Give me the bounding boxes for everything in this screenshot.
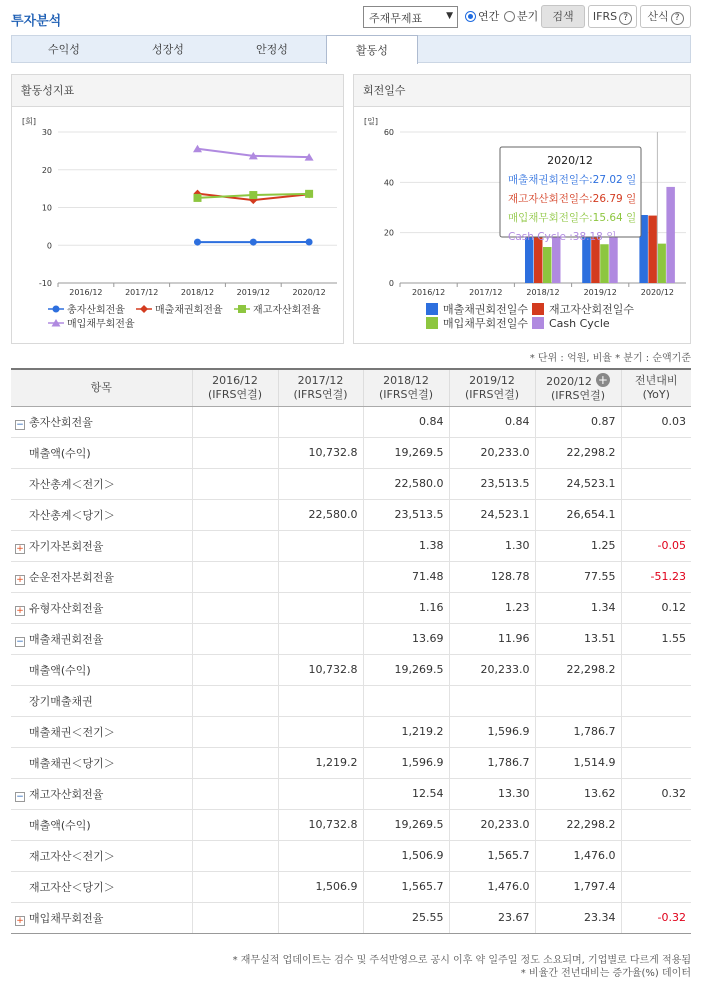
table-cell: [621, 747, 691, 778]
radio-quarter-label: 분기: [517, 10, 539, 23]
table-cell: [449, 685, 535, 716]
legend-label: 총자산회전율: [67, 305, 125, 316]
table-cell: [621, 716, 691, 747]
x-tick-label: 2018/12: [526, 288, 560, 297]
table-cell: [192, 685, 278, 716]
table-cell: 25.55: [363, 902, 449, 933]
x-tick-label: 2018/12: [180, 288, 215, 297]
page-title: 투자분석: [11, 14, 62, 29]
table-cell: [192, 468, 278, 499]
statement-select-value: 주재무제표: [369, 12, 423, 25]
data-point: [306, 238, 313, 245]
table-cell: [192, 561, 278, 592]
collapse-icon[interactable]: −: [16, 791, 24, 802]
table-cell: 13.69: [363, 623, 449, 654]
legend-marker: [53, 306, 60, 313]
table-cell: 0.32: [621, 778, 691, 809]
legend-label: 재고자산회전일수: [549, 303, 635, 316]
y-tick-label: 20: [41, 165, 52, 175]
table-cell: [278, 406, 363, 437]
table-row: [11, 437, 691, 468]
table-cell: [278, 592, 363, 623]
table-cell: 10,732.8: [278, 654, 363, 685]
footnote: * 비율간 전년대비는 증가율(%) 데이터: [520, 968, 691, 979]
row-label: − 매출채권회전율: [11, 623, 192, 654]
table-cell: 1,476.0: [449, 871, 535, 902]
table-cell: 1.38: [363, 530, 449, 561]
table-cell: [192, 623, 278, 654]
tab-activity[interactable]: 활동성: [326, 35, 418, 64]
table-row: [11, 778, 691, 809]
table-cell: 1.16: [363, 592, 449, 623]
table-cell: 10,732.8: [278, 809, 363, 840]
expand-icon[interactable]: +: [16, 605, 24, 616]
table-cell: 22,580.0: [278, 499, 363, 530]
legend-marker: [140, 305, 148, 313]
radio-annual-label: 연간: [478, 10, 500, 23]
x-tick-label: 2017/12: [469, 288, 503, 297]
table-cell: 23.67: [449, 902, 535, 933]
y-tick-label: 30: [41, 128, 52, 137]
panel-title: 활동성지표: [12, 75, 343, 107]
table-cell: -51.23: [621, 561, 691, 592]
table-cell: [621, 499, 691, 530]
y-tick-label: 0: [46, 241, 52, 251]
radio-unchecked-icon: [504, 11, 515, 22]
collapse-icon[interactable]: −: [16, 636, 24, 647]
legend-label: 매입채무회전율: [67, 319, 135, 330]
table-cell: 13.51: [535, 623, 621, 654]
table-cell: [192, 871, 278, 902]
table-cell: 1.30: [449, 530, 535, 561]
row-label: + 유형자산회전율: [11, 592, 192, 623]
panel-title: 회전일수: [354, 75, 690, 107]
table-cell: 0.84: [449, 406, 535, 437]
search-button[interactable]: 검색: [541, 5, 585, 28]
legend-swatch: [426, 303, 438, 315]
x-tick-label: 2020/12: [292, 288, 326, 297]
table-cell: [278, 902, 363, 933]
row-label: 매출액(수익): [11, 654, 192, 685]
plus-circle-icon[interactable]: +: [597, 372, 608, 387]
table-cell: 1,596.9: [449, 716, 535, 747]
column-header-item: 항목: [11, 369, 192, 406]
y-tick-label: 10: [41, 203, 52, 213]
table-row: [11, 468, 691, 499]
bar-3: [543, 247, 552, 283]
table-cell: 19,269.5: [363, 809, 449, 840]
table-cell: [192, 437, 278, 468]
row-label: 장기매출채권: [11, 685, 192, 716]
expand-icon[interactable]: +: [16, 574, 24, 585]
bar-3: [600, 244, 609, 283]
bar-2: [648, 216, 657, 283]
row-label: 매출액(수익): [11, 809, 192, 840]
table-cell: 26,654.1: [535, 499, 621, 530]
table-cell: 1,797.4: [535, 871, 621, 902]
legend-swatch: [532, 303, 544, 315]
table-cell: 22,580.0: [363, 468, 449, 499]
table-cell: 23.34: [535, 902, 621, 933]
data-point: [194, 194, 202, 202]
tooltip-line: Cash Cycle :38.18 일: [508, 231, 617, 243]
ifrs-label: IFRS: [592, 10, 618, 23]
legend-label: 매출채권회전율: [155, 305, 223, 316]
table-cell: 1,506.9: [278, 871, 363, 902]
table-cell: 0.12: [621, 592, 691, 623]
data-point: [250, 239, 257, 246]
table-cell: [621, 840, 691, 871]
unit-note: * 단위 : 억원, 비율 * 분기 : 순액기준: [529, 353, 691, 364]
x-tick-label: 2020/12: [640, 288, 675, 297]
table-cell: [535, 685, 621, 716]
table-row: [11, 623, 691, 654]
radio-quarter[interactable]: [504, 8, 538, 24]
x-tick-label: 2016/12: [69, 288, 103, 297]
x-tick-label: 2019/12: [583, 288, 617, 297]
table-cell: 1,565.7: [449, 840, 535, 871]
table-cell: 1.25: [535, 530, 621, 561]
table-cell: [278, 716, 363, 747]
row-label: 자산총계＜전기＞: [11, 468, 192, 499]
footnote: * 재무실적 업데이트는 검수 및 주석반영으로 공시 이후 약 일주일 정도 소요되며, 기업별로 다르게 적용됨: [232, 955, 691, 966]
row-label: 재고자산＜전기＞: [11, 840, 192, 871]
legend-marker: [238, 305, 246, 313]
table-row: [11, 871, 691, 902]
column-header: 2018/12 (IFRS연결): [363, 369, 449, 406]
table-cell: [192, 654, 278, 685]
table-cell: 1,596.9: [363, 747, 449, 778]
table-cell: [363, 685, 449, 716]
table-cell: [621, 654, 691, 685]
expand-icon[interactable]: +: [16, 915, 24, 926]
turnover-days-panel: [353, 74, 691, 344]
row-label: 매출채권＜당기＞: [11, 747, 192, 778]
column-header: 전년대비 (YoY): [621, 369, 691, 406]
expand-icon[interactable]: +: [16, 543, 24, 554]
table-cell: [278, 840, 363, 871]
table-cell: 13.30: [449, 778, 535, 809]
table-row: [11, 499, 691, 530]
row-label: 매출액(수익): [11, 437, 192, 468]
data-point: [249, 191, 257, 199]
tab-profitability[interactable]: 수익성: [48, 43, 80, 56]
table-cell: 1.55: [621, 623, 691, 654]
table-cell: 1,514.9: [535, 747, 621, 778]
table-cell: 24,523.1: [535, 468, 621, 499]
tooltip-line: 매입채무회전일수:15.64 일: [508, 212, 637, 224]
table-cell: [192, 592, 278, 623]
column-header: 2016/12 (IFRS연결): [192, 369, 278, 406]
data-point: [305, 190, 313, 198]
table-cell: 12.54: [363, 778, 449, 809]
table-cell: 128.78: [449, 561, 535, 592]
y-axis-unit: [회]: [22, 117, 36, 126]
table-cell: 13.62: [535, 778, 621, 809]
table-cell: 1,476.0: [535, 840, 621, 871]
table-cell: 22,298.2: [535, 654, 621, 685]
table-cell: [192, 840, 278, 871]
table-cell: [192, 530, 278, 561]
table-cell: 1,786.7: [449, 747, 535, 778]
table-cell: 19,269.5: [363, 654, 449, 685]
table-cell: [192, 499, 278, 530]
table-row: [11, 654, 691, 685]
table-row: [11, 685, 691, 716]
data-point: [194, 239, 201, 246]
table-cell: [192, 406, 278, 437]
table-row: [11, 530, 691, 561]
table-cell: [278, 685, 363, 716]
table-cell: [192, 809, 278, 840]
legend-label: 매출채권회전일수: [443, 303, 529, 316]
table-cell: [621, 437, 691, 468]
table-cell: 0.03: [621, 406, 691, 437]
table-row: [11, 592, 691, 623]
question-icon: ?: [671, 12, 684, 25]
x-tick-label: 2019/12: [236, 288, 270, 297]
tab-growth[interactable]: 성장성: [152, 43, 184, 56]
question-icon: ?: [619, 12, 632, 25]
table-cell: 24,523.1: [449, 499, 535, 530]
radio-checked-icon: [465, 11, 476, 22]
tooltip-line: 매출채권회전일수:27.02 일: [508, 174, 637, 186]
row-label: 매출채권＜전기＞: [11, 716, 192, 747]
table-cell: 1.34: [535, 592, 621, 623]
y-tick-label: 20: [383, 228, 394, 238]
column-header: 2017/12 (IFRS연결): [278, 369, 363, 406]
legend-swatch: [532, 317, 544, 329]
table-cell: [621, 685, 691, 716]
table-cell: 1,786.7: [535, 716, 621, 747]
y-tick-label: 60: [383, 128, 394, 137]
legend-swatch: [426, 317, 438, 329]
table-cell: 1,565.7: [363, 871, 449, 902]
row-label: + 순운전자본회전율: [11, 561, 192, 592]
table-cell: 10,732.8: [278, 437, 363, 468]
table-cell: [192, 747, 278, 778]
table-cell: [621, 468, 691, 499]
row-label: 재고자산＜당기＞: [11, 871, 192, 902]
legend-label: Cash Cycle: [549, 317, 610, 330]
table-cell: 1,506.9: [363, 840, 449, 871]
formula-help-button[interactable]: [640, 5, 691, 28]
table-row: [11, 840, 691, 871]
activity-ratio-panel: [11, 74, 344, 344]
table-row: [11, 809, 691, 840]
table-cell: [621, 871, 691, 902]
table-cell: 0.84: [363, 406, 449, 437]
table-cell: 77.55: [535, 561, 621, 592]
table-cell: [192, 902, 278, 933]
table-cell: 20,233.0: [449, 437, 535, 468]
table-cell: 20,233.0: [449, 809, 535, 840]
row-label: − 총자산회전율: [11, 406, 192, 437]
table-cell: [621, 809, 691, 840]
activity-table: [11, 368, 691, 934]
table-cell: 19,269.5: [363, 437, 449, 468]
collapse-icon[interactable]: −: [16, 419, 24, 430]
y-tick-label: -10: [38, 279, 52, 288]
tab-stability[interactable]: 안정성: [256, 43, 288, 56]
chevron-down-icon: ▼: [446, 11, 453, 21]
column-header: 2020/12 + (IFRS연결): [535, 369, 621, 406]
table-cell: [192, 716, 278, 747]
table-cell: [278, 778, 363, 809]
tooltip-title: 2020/12: [547, 154, 593, 167]
row-label: − 재고자산회전율: [11, 778, 192, 809]
legend-label: 재고자산회전율: [253, 305, 321, 316]
table-cell: 22,298.2: [535, 437, 621, 468]
y-axis-unit: [일]: [364, 117, 378, 126]
analysis-tabs: [11, 35, 691, 63]
table-cell: 20,233.0: [449, 654, 535, 685]
row-label: + 자기자본회전율: [11, 530, 192, 561]
y-tick-label: 0: [388, 279, 394, 288]
tooltip-line: 재고자산회전일수:26.79 일: [508, 193, 637, 205]
table-cell: 1.23: [449, 592, 535, 623]
table-cell: 1,219.2: [363, 716, 449, 747]
table-cell: 23,513.5: [363, 499, 449, 530]
bar-3: [657, 244, 666, 283]
column-header: 2019/12 (IFRS연결): [449, 369, 535, 406]
table-row: [11, 747, 691, 778]
table-cell: [278, 623, 363, 654]
row-label: + 매입채무회전율: [11, 902, 192, 933]
table-cell: 1,219.2: [278, 747, 363, 778]
radio-annual[interactable]: [465, 8, 499, 24]
table-cell: -0.05: [621, 530, 691, 561]
ifrs-help-button[interactable]: [588, 5, 637, 28]
table-row: [11, 902, 691, 933]
table-cell: -0.32: [621, 902, 691, 933]
activity-line-chart: [12, 107, 343, 343]
x-tick-label: 2016/12: [411, 288, 446, 297]
table-cell: 0.87: [535, 406, 621, 437]
table-cell: [192, 778, 278, 809]
table-cell: 23,513.5: [449, 468, 535, 499]
table-cell: [278, 561, 363, 592]
y-tick-label: 40: [383, 178, 394, 188]
table-row: [11, 406, 691, 437]
statement-select[interactable]: [363, 6, 458, 28]
formula-label: 산식: [647, 10, 669, 23]
row-label: 자산총계＜당기＞: [11, 499, 192, 530]
table-cell: 11.96: [449, 623, 535, 654]
bar-4: [666, 187, 675, 283]
table-cell: 22,298.2: [535, 809, 621, 840]
turnover-bar-chart: [354, 107, 690, 343]
table-cell: 71.48: [363, 561, 449, 592]
legend-label: 매입채무회전일수: [443, 317, 529, 330]
table-cell: [278, 530, 363, 561]
table-row: [11, 716, 691, 747]
table-cell: [278, 468, 363, 499]
table-row: [11, 561, 691, 592]
x-tick-label: 2017/12: [125, 288, 159, 297]
